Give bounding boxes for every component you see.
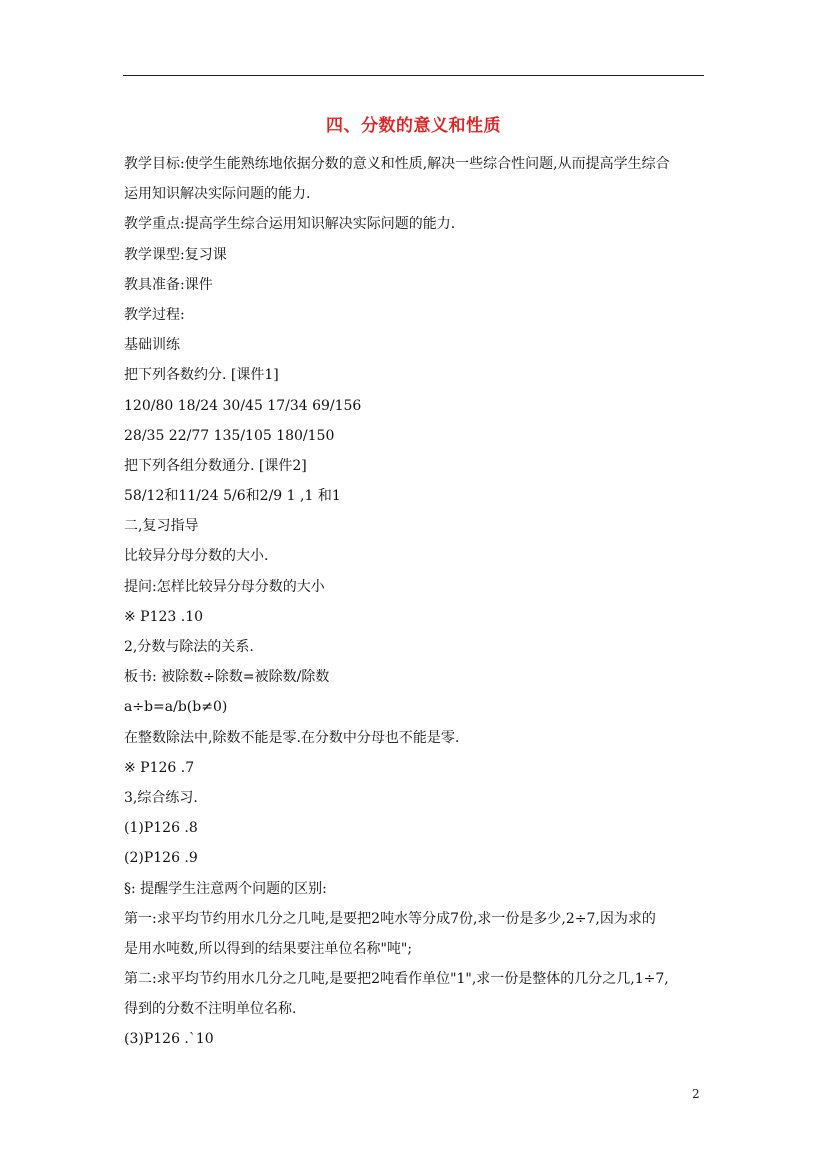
text-line: §: 提醒学生注意两个问题的区别: xyxy=(124,880,327,897)
text-line: 把下列各组分数通分. [课件2] xyxy=(124,457,307,474)
header-rule xyxy=(123,75,704,76)
text-line: (2)P126 .9 xyxy=(124,850,198,867)
text-line: 比较异分母分数的大小. xyxy=(124,548,269,565)
text-line: 120/80 18/24 30/45 17/34 69/156 xyxy=(124,397,362,414)
text-line: 二,复习指导 xyxy=(124,518,199,535)
text-line: ※ P126 .7 xyxy=(124,759,195,776)
text-line: 基础训练 xyxy=(124,337,180,354)
text-line: 教学重点:提高学生综合运用知识解决实际问题的能力. xyxy=(124,216,456,233)
text-line: 教学课型:复习课 xyxy=(124,246,227,263)
text-line: (1)P126 .8 xyxy=(124,820,198,837)
text-line: 3,综合练习. xyxy=(124,789,198,806)
text-line: a÷b=a/b(b≠0) xyxy=(124,699,228,716)
text-line: 运用知识解决实际问题的能力. xyxy=(124,186,311,203)
page-number: 2 xyxy=(692,1087,700,1101)
text-line: 2,分数与除法的关系. xyxy=(124,639,254,655)
text-line: 把下列各数约分. [课件1] xyxy=(124,367,279,384)
text-line: 第一:求平均节约用水几分之几吨,是要把2吨水等分成7份,求一份是多少,2÷7,因为求的 xyxy=(124,910,656,927)
text-line: ※ P123 .10 xyxy=(124,608,204,625)
document-body xyxy=(124,149,709,1055)
text-line: 是用水吨数,所以得到的结果要注单位名称"吨"; xyxy=(124,940,413,957)
text-line: 在整数除法中,除数不能是零.在分数中分母也不能是零. xyxy=(124,729,460,746)
text-line: (3)P126 .`10 xyxy=(124,1031,214,1048)
text-line: 板书: 被除数÷除数=被除数/除数 xyxy=(124,669,330,686)
text-line: 28/35 22/77 135/105 180/150 xyxy=(124,427,335,444)
text-line: 教学过程: xyxy=(124,306,185,323)
text-line: 教具准备:课件 xyxy=(124,276,213,293)
text-line: 得到的分数不注明单位名称. xyxy=(124,1001,297,1018)
text-line: 第二:求平均节约用水几分之几吨,是要把2吨看作单位"1",求一份是整体的几分之几,1÷7, xyxy=(124,971,669,988)
text-line: 提问:怎样比较异分母分数的大小 xyxy=(124,578,325,595)
page-title: 四、分数的意义和性质 xyxy=(326,116,501,136)
text-line: 教学目标:使学生能熟练地依据分数的意义和性质,解决一些综合性问题,从而提高学生综合 xyxy=(124,156,670,172)
text-line: 58/12和11/24 5/6和2/9 1 ,1 和1 xyxy=(124,488,341,505)
